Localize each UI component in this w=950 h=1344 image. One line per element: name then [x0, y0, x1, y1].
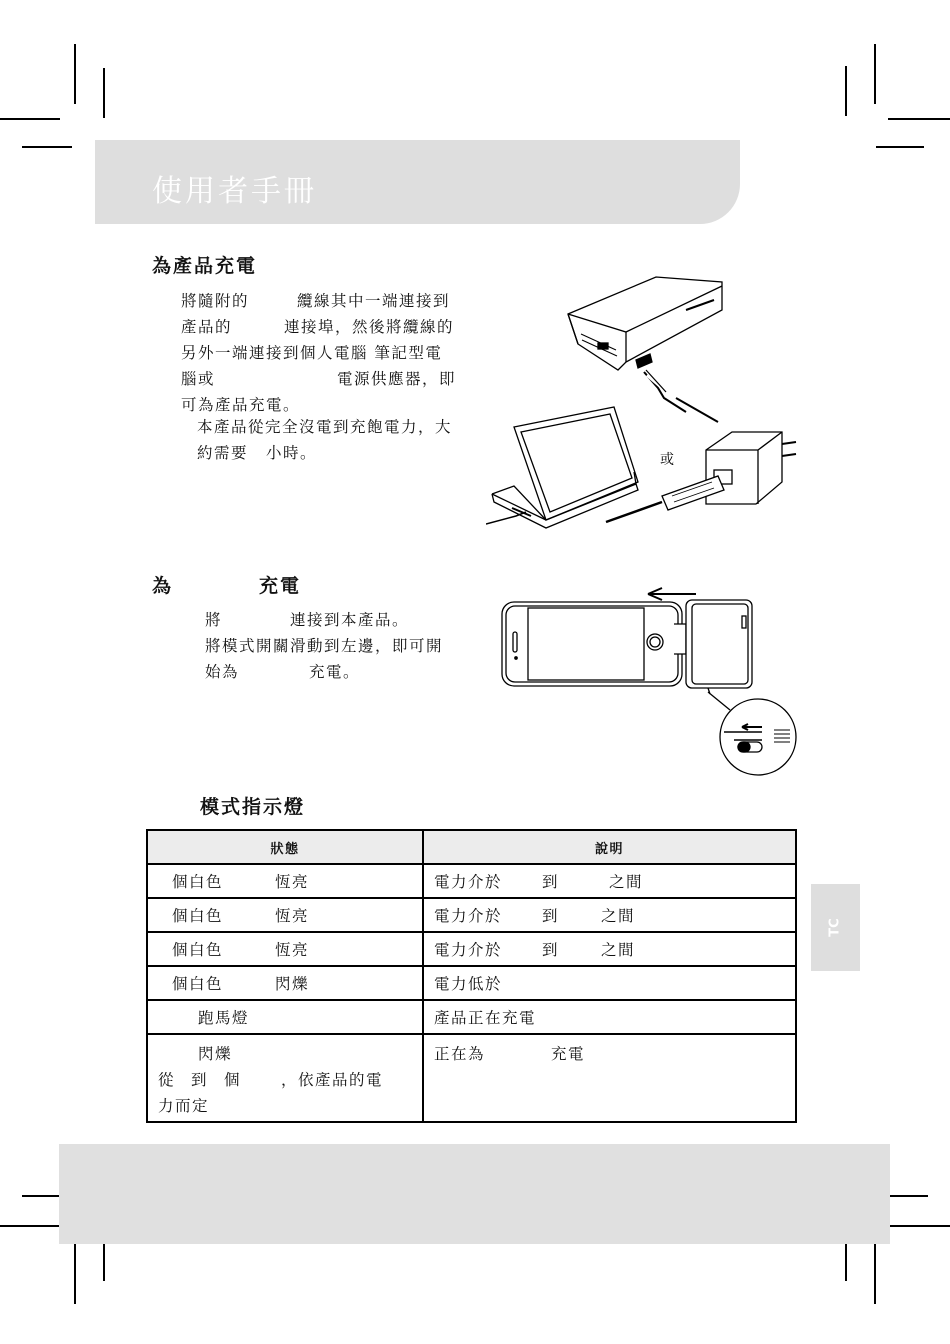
- text: 正在為: [434, 1045, 486, 1063]
- text: 從: [158, 1071, 176, 1089]
- text: 充電。: [309, 663, 361, 681]
- text: 始為: [205, 663, 240, 681]
- text: 到: [191, 1071, 209, 1089]
- power-adapter-image: [706, 432, 796, 504]
- text: 腦或: [181, 370, 216, 388]
- description-cell: [423, 864, 796, 898]
- text: 另外一端連接到個人電腦 筆記型電: [181, 344, 443, 362]
- text: TC: [827, 918, 843, 937]
- text: 小時。: [266, 444, 318, 462]
- text: 產品的: [181, 318, 233, 336]
- crop-mark: [0, 118, 60, 120]
- mode-indicator-table: [146, 829, 797, 1123]
- text: 恆亮: [275, 907, 310, 925]
- text: 個白色: [172, 975, 224, 993]
- crop-mark: [874, 1244, 876, 1304]
- text: 恆亮: [275, 941, 310, 959]
- table-row: [147, 966, 796, 1000]
- text: 個白色: [172, 907, 224, 925]
- table-header-row: [147, 830, 796, 864]
- description-cell: [423, 1034, 796, 1122]
- text: 電力介於: [434, 941, 503, 959]
- table-row: [147, 1034, 796, 1122]
- text: 到: [542, 873, 560, 891]
- charge-device-instructions: [195, 607, 495, 685]
- charge-time-note: [197, 414, 487, 466]
- crop-mark: [74, 1244, 76, 1304]
- text: 之間: [601, 907, 636, 925]
- crop-mark: [845, 66, 847, 116]
- table-row: [147, 932, 796, 966]
- text: 本產品從完全沒電到充飽電力，大: [197, 418, 453, 436]
- state-cell: [147, 864, 423, 898]
- table-row: [147, 864, 796, 898]
- text: 約需要: [197, 444, 249, 462]
- or-label: 或: [660, 452, 674, 468]
- text: 將: [205, 611, 223, 629]
- text: 閃爍: [198, 1045, 233, 1063]
- section-heading-charge-device: [152, 571, 301, 598]
- page-title: 使用者手冊: [152, 174, 317, 209]
- text: 將模式開關滑動到左邊，即可開: [205, 637, 444, 655]
- text: 連接埠，然後將纜線的: [284, 318, 455, 336]
- text: 到: [542, 907, 560, 925]
- switch-detail-magnifier: [708, 692, 796, 775]
- power-bank-side-image: [686, 600, 752, 688]
- state-cell: [147, 966, 423, 1000]
- table-row: [147, 898, 796, 932]
- text: 到: [542, 941, 560, 959]
- crop-mark: [876, 146, 924, 148]
- crop-mark: [74, 44, 76, 104]
- text: 力而定: [158, 1097, 210, 1115]
- phone-charging-illustration: [498, 582, 803, 777]
- text: 電力介於: [434, 907, 503, 925]
- description-cell: [423, 966, 796, 1000]
- crop-mark: [22, 146, 72, 148]
- text: 跑馬燈: [198, 1009, 250, 1027]
- footer-band: [59, 1144, 890, 1244]
- charge-product-instructions: [181, 288, 481, 418]
- text: 恆亮: [275, 873, 310, 891]
- text: ，依產品的電: [281, 1071, 384, 1089]
- text: 閃爍: [275, 975, 310, 993]
- section-heading-charge-product: 為產品充電: [152, 255, 258, 277]
- state-cell: [147, 898, 423, 932]
- description-cell: [423, 1000, 796, 1034]
- text: 充電: [551, 1045, 586, 1063]
- crop-mark: [888, 1225, 950, 1227]
- text: 連接到本產品。: [290, 611, 410, 629]
- laptop-image: [492, 407, 638, 528]
- column-header-description: 說明: [423, 830, 796, 864]
- state-cell: [147, 932, 423, 966]
- power-bank-image: [568, 277, 722, 370]
- crop-mark: [0, 1225, 60, 1227]
- state-cell: [147, 1000, 423, 1034]
- crop-mark: [888, 118, 950, 120]
- text: 個白色: [172, 873, 224, 891]
- state-cell: [147, 1034, 423, 1122]
- section-heading-mode-indicator: 模式指示燈: [200, 796, 306, 818]
- description-cell: [423, 898, 796, 932]
- text: 電源供應器，即: [337, 370, 457, 388]
- text: 之間: [601, 941, 636, 959]
- language-tab-label: [811, 884, 860, 971]
- column-header-state: 狀態: [147, 830, 423, 864]
- text: 可為產品充電。: [181, 396, 301, 414]
- text: 纜線其中一端連接到: [297, 292, 451, 310]
- text: 個白色: [172, 941, 224, 959]
- text: 將隨附的: [181, 292, 250, 310]
- crop-mark: [103, 68, 105, 118]
- table-row: [147, 1000, 796, 1034]
- text: 電力低於: [434, 975, 503, 993]
- text: 之間: [609, 873, 644, 891]
- charging-illustration: [486, 272, 816, 534]
- text: 個: [224, 1071, 242, 1089]
- description-cell: [423, 932, 796, 966]
- text: 充電: [259, 575, 302, 597]
- text: 電力介於: [434, 873, 503, 891]
- phone-image: [502, 602, 682, 686]
- text: 為: [152, 575, 174, 597]
- crop-mark: [874, 44, 876, 104]
- text: 產品正在充電: [434, 1009, 537, 1027]
